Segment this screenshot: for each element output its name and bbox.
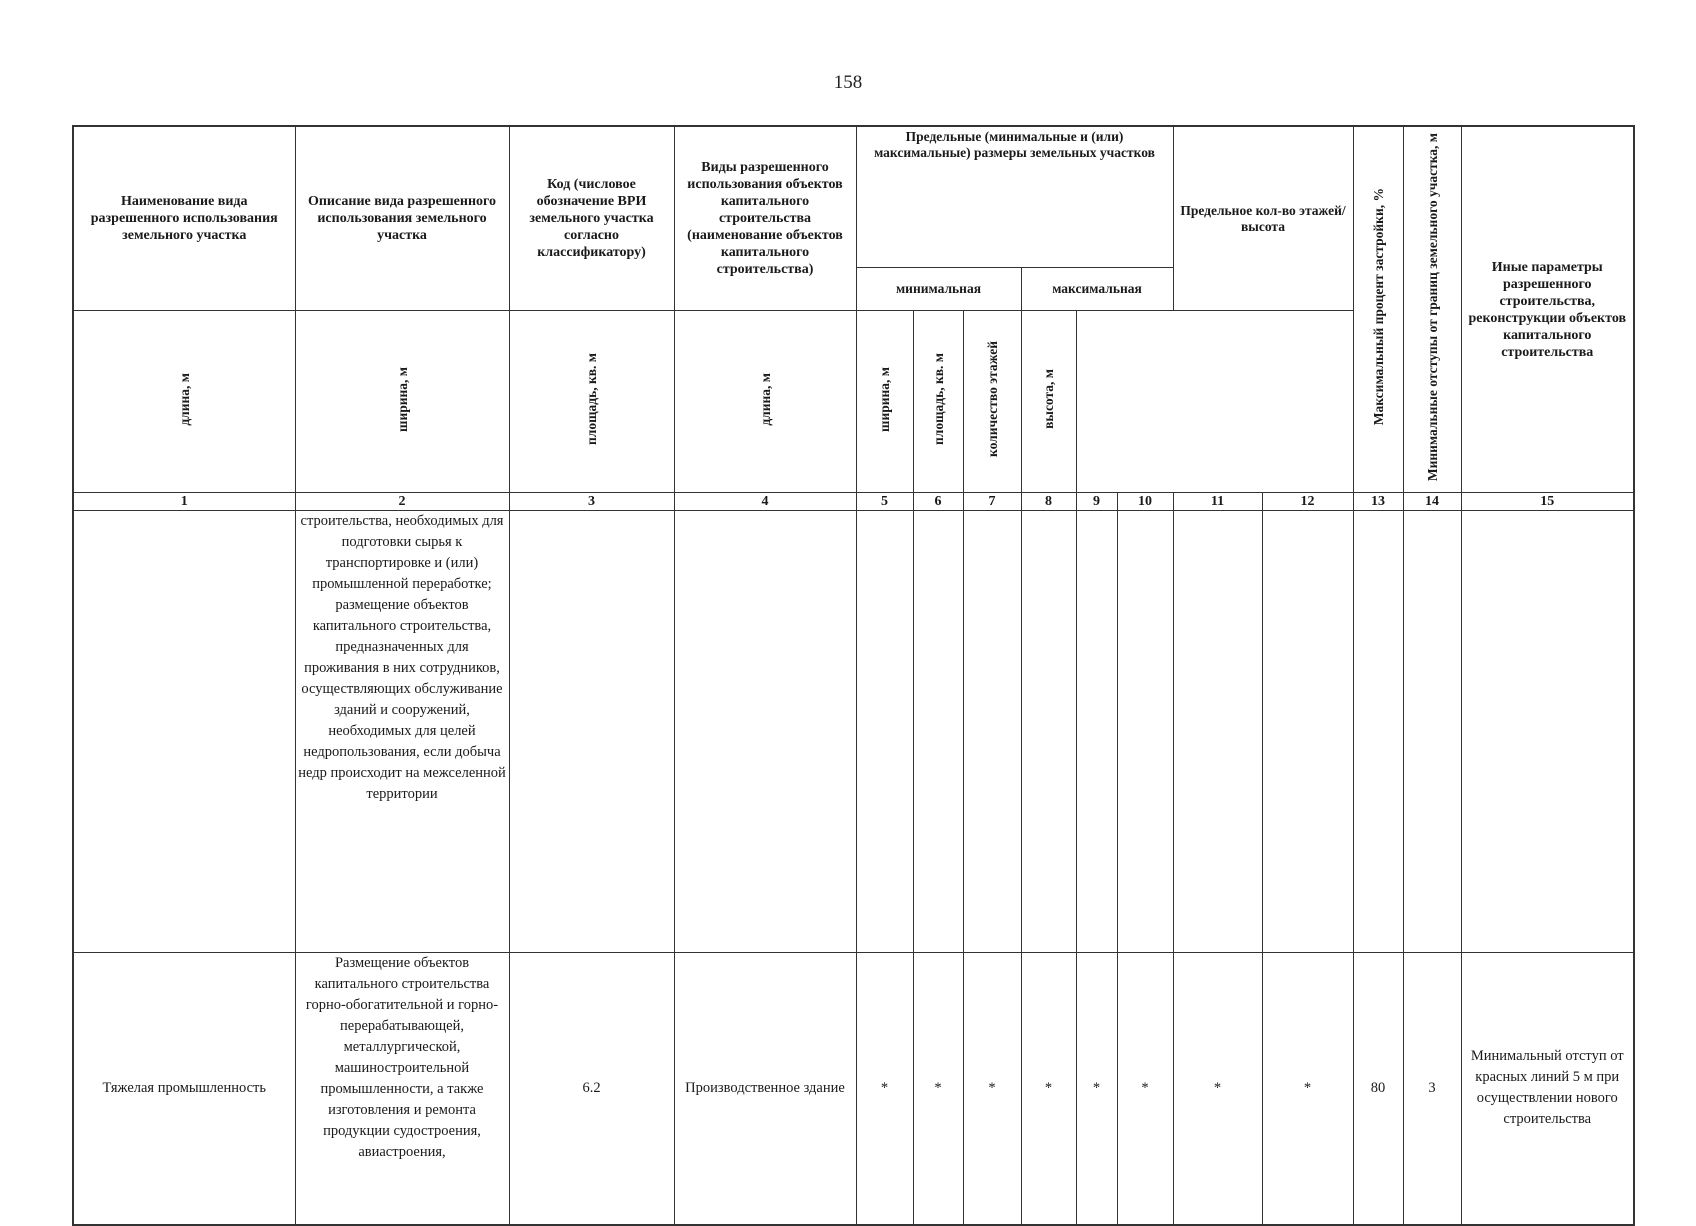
- row-description: строительства, необходимых для подготовки сырья к транспортировке и (или) промышленной переработке; размещение объектов капитального строительства, предназначенных для проживания в них сотрудников, осуществляющих обслуживание зданий и сооружений, необходимых для целей недропользования, если добыча недр происходит на межселенной территории: [295, 511, 509, 953]
- column-number: 3: [509, 493, 674, 511]
- row-name: [73, 511, 295, 953]
- table-row: [73, 953, 1634, 1225]
- column-number-row: [73, 493, 1634, 511]
- column-number: 6: [913, 493, 963, 511]
- row-description: Размещение объектов капитального строительства горно-обогатительной и горно-перерабатывающей, металлургической, машиностроительной промышленности, а также изготовления и ремонта продукции судостроения, авиастроения,: [295, 953, 509, 1225]
- row-max-length: *: [1021, 953, 1076, 1225]
- header-other-params: Иные параметры разрешенного строительства, реконструкции объектов капитального строительства: [1461, 126, 1634, 493]
- header-size-limits: Предельные (минимальные и (или) максимальные) размеры земельных участков: [856, 126, 1173, 267]
- header-min-width: ширина, м: [295, 311, 509, 493]
- row-max-area: *: [1117, 953, 1173, 1225]
- table-row: [73, 511, 1634, 953]
- header-max-width: ширина, м: [856, 311, 913, 493]
- header-oks-types: Виды разрешенного использования объектов капитального строительства (наименование объектов капитального строительства): [674, 126, 856, 311]
- header-min-group: минимальная: [856, 267, 1021, 310]
- header-code: Код (числовое обозначение ВРИ земельного участка согласно классификатору): [509, 126, 674, 311]
- column-number: 15: [1461, 493, 1634, 511]
- header-max-length: длина, м: [674, 311, 856, 493]
- row-height: *: [1262, 953, 1353, 1225]
- column-number: 7: [963, 493, 1021, 511]
- row-name: Тяжелая промышленность: [73, 953, 295, 1225]
- row-min-area: *: [963, 953, 1021, 1225]
- row-min-offset: 3: [1403, 953, 1461, 1225]
- row-max-percent: 80: [1353, 953, 1403, 1225]
- header-max-area: площадь, кв. м: [913, 311, 963, 493]
- land-use-table: [72, 125, 1635, 1226]
- header-min-offsets: Минимальные отступы от границ земельного участка, м: [1403, 126, 1461, 493]
- header-floors-height: Предельное кол-во этажей/высота: [1173, 126, 1353, 311]
- column-number: 8: [1021, 493, 1076, 511]
- column-number: 5: [856, 493, 913, 511]
- header-min-area: площадь, кв. м: [509, 311, 674, 493]
- column-number: 11: [1173, 493, 1262, 511]
- row-floors: *: [1173, 953, 1262, 1225]
- header-floors-count: количество этажей: [963, 311, 1021, 493]
- column-number: 9: [1076, 493, 1117, 511]
- column-number: 4: [674, 493, 856, 511]
- header-description: Описание вида разрешенного использования земельного участка: [295, 126, 509, 311]
- header-name: Наименование вида разрешенного использования земельного участка: [73, 126, 295, 311]
- row-min-width: *: [913, 953, 963, 1225]
- header-max-percent: Максимальный процент застройки, %: [1353, 126, 1403, 493]
- column-number: 10: [1117, 493, 1173, 511]
- column-number: 1: [73, 493, 295, 511]
- row-other-params: Минимальный отступ от красных линий 5 м при осуществлении нового строительства: [1461, 953, 1634, 1225]
- row-min-length: *: [856, 953, 913, 1225]
- column-number: 12: [1262, 493, 1353, 511]
- row-oks-type: Производственное здание: [674, 953, 856, 1225]
- page-number: 158: [833, 72, 863, 93]
- column-number: 2: [295, 493, 509, 511]
- header-min-length: длина, м: [73, 311, 295, 493]
- row-max-width: *: [1076, 953, 1117, 1225]
- column-number: 13: [1353, 493, 1403, 511]
- header-height: высота, м: [1021, 311, 1076, 493]
- header-max-group: максимальная: [1021, 267, 1173, 310]
- column-number: 14: [1403, 493, 1461, 511]
- row-code: 6.2: [509, 953, 674, 1225]
